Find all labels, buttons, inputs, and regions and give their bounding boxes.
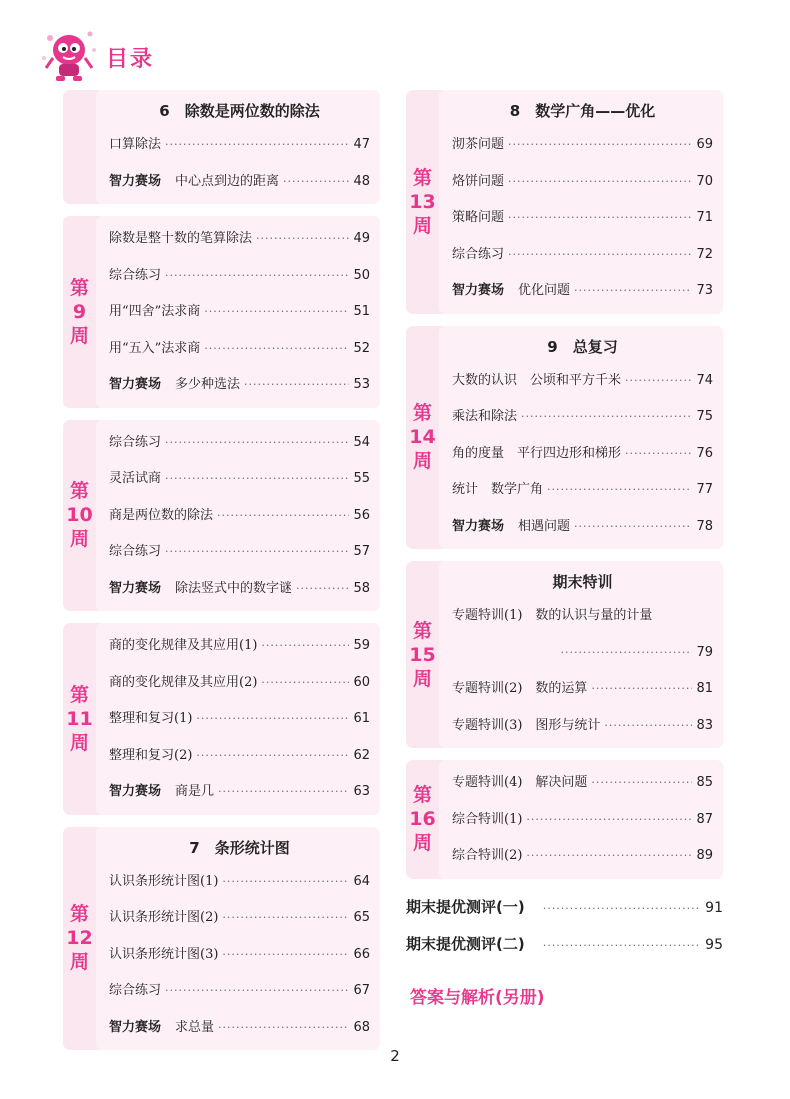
toc-entry[interactable]: [109, 461, 370, 498]
dot-leader: [165, 534, 349, 571]
entry-title: 综合练习: [109, 267, 162, 283]
entry-title: 商的变化规律及其应用(1): [109, 638, 258, 653]
toc-entry[interactable]: [452, 671, 713, 708]
entry-title: 烙饼问题: [452, 173, 505, 189]
entry-title: 专题特训(2) 数的运算: [452, 681, 588, 696]
challenge-label: 智力赛场: [452, 518, 505, 534]
toc-entry[interactable]: [109, 628, 370, 665]
entry-title: 策略问题: [452, 210, 505, 225]
week-label: 周: [69, 731, 89, 754]
toc-left-column: [63, 90, 380, 1062]
toc-entry[interactable]: [109, 774, 370, 811]
week-tab: [63, 216, 96, 408]
unit-title: 期末特训: [552, 573, 613, 591]
week-tab: [63, 623, 96, 815]
page-number: 91: [705, 900, 723, 916]
week-label: 第: [69, 480, 89, 503]
page-number: 78: [696, 518, 713, 534]
week-body: [439, 326, 723, 550]
dot-leader: [244, 367, 349, 404]
entry-title: 整理和复习(1): [109, 711, 193, 726]
week-section: [406, 326, 723, 550]
dot-leader: [521, 399, 692, 436]
toc-entry[interactable]: [109, 221, 370, 258]
unit-title: 6 除数是两位数的除法: [159, 102, 320, 120]
dot-leader: [165, 425, 349, 462]
toc-entry[interactable]: [452, 237, 713, 274]
page-number: 75: [696, 409, 713, 424]
page-number: 58: [353, 580, 370, 596]
page-number: 77: [696, 482, 713, 497]
toc-entry[interactable]: [452, 399, 713, 436]
unit-title: 8 数学广角——优化: [509, 102, 656, 120]
toc-entry[interactable]: [452, 436, 713, 473]
page-number: 76: [696, 445, 713, 461]
dot-leader: [196, 738, 349, 775]
toc-entry[interactable]: [452, 200, 713, 237]
dot-leader: [222, 900, 349, 937]
toc-entry[interactable]: [452, 472, 713, 509]
entry-title: 专题特训(3) 图形与统计: [452, 717, 601, 733]
page-number: 47: [353, 137, 370, 152]
dot-leader: [526, 802, 692, 839]
entry-title: 综合练习: [109, 544, 162, 559]
week-section: [63, 623, 380, 815]
final-test-1: [406, 896, 723, 917]
week-body: [96, 90, 380, 204]
page-number: 65: [353, 910, 370, 925]
dot-leader: [508, 200, 692, 237]
page-number: 51: [353, 304, 370, 319]
entry-title: 相遇问题: [518, 518, 571, 534]
page-number: 74: [696, 372, 713, 388]
page-number: 59: [353, 638, 370, 653]
week-body: [96, 827, 380, 1051]
toc-entry[interactable]: [452, 598, 713, 635]
week-label: 周: [69, 951, 89, 974]
toc-entry[interactable]: [452, 164, 713, 201]
page-footer-number: 2: [390, 1047, 400, 1065]
week-section: [63, 90, 380, 204]
week-label: 周: [69, 324, 89, 347]
entry-title: 综合练习: [452, 246, 505, 262]
dot-leader: [204, 294, 349, 331]
entry-title: 商的变化规律及其应用(2): [109, 674, 258, 690]
page-number: 85: [696, 775, 713, 790]
final-test-title: 期末提优测评(二): [406, 935, 525, 953]
mascot-icon: [38, 28, 100, 84]
final-test-title: 期末提优测评(一): [406, 898, 525, 916]
toc-entry[interactable]: [109, 937, 370, 974]
toc-entry[interactable]: [109, 900, 370, 937]
page-number: 61: [353, 711, 370, 726]
week-tab: [406, 90, 439, 314]
page-number: 67: [353, 983, 370, 998]
page-number: 95: [705, 937, 723, 953]
toc-entry[interactable]: [452, 838, 713, 875]
entry-title: 专题特训(1) 数的认识与量的计量: [452, 608, 653, 623]
entry-title: 认识条形统计图(2): [109, 910, 219, 925]
toc-entry[interactable]: [109, 127, 370, 164]
dot-leader: [283, 164, 349, 201]
toc-entry[interactable]: [452, 127, 713, 164]
page-number: 54: [353, 434, 370, 450]
toc-entry[interactable]: [109, 701, 370, 738]
challenge-label: 智力赛场: [109, 784, 162, 799]
dot-leader: [508, 237, 692, 274]
toc-entry[interactable]: [109, 331, 370, 368]
challenge-label: 智力赛场: [109, 580, 162, 596]
dot-leader: [560, 635, 692, 672]
entry-title: 认识条形统计图(3): [109, 946, 219, 962]
page-number: 55: [353, 471, 370, 486]
page-number: 81: [696, 681, 713, 696]
toc-entry[interactable]: [452, 765, 713, 802]
dot-leader: [574, 509, 692, 546]
challenge-label: 智力赛场: [109, 173, 162, 189]
entry-title: 优化问题: [518, 283, 571, 298]
page-number: 87: [696, 811, 713, 827]
week-label: 11: [66, 707, 93, 730]
entry-title: 用“四舍”法求商: [109, 304, 201, 319]
week-tab: [406, 326, 439, 550]
week-tab: [406, 760, 439, 879]
toc-entry[interactable]: [109, 864, 370, 901]
week-body: [439, 90, 723, 314]
dot-leader: [591, 765, 692, 802]
page-number: 89: [696, 848, 713, 863]
week-label: 周: [412, 214, 432, 237]
dot-leader: [222, 937, 349, 974]
dot-leader: [256, 221, 349, 258]
page-number: 57: [353, 544, 370, 559]
toc-entry[interactable]: [109, 1010, 370, 1047]
dot-leader: [261, 665, 349, 702]
entry-title: 商是几: [175, 784, 215, 799]
week-section: [406, 760, 723, 879]
entry-title: 沏茶问题: [452, 137, 505, 152]
toc-entry[interactable]: [109, 571, 370, 608]
toc-entry[interactable]: [109, 367, 370, 404]
week-section: [406, 561, 723, 748]
page-number: 60: [353, 674, 370, 690]
entry-title: 大数的认识 公顷和平方千米: [452, 372, 622, 388]
toc-entry[interactable]: [109, 534, 370, 571]
toc-entry[interactable]: [452, 363, 713, 400]
entry-title: 认识条形统计图(1): [109, 873, 219, 889]
answer-note: 答案与解析(另册): [410, 988, 545, 1008]
dot-leader: [222, 864, 349, 901]
dot-leader: [218, 1010, 349, 1047]
page-title: 目录: [106, 47, 155, 72]
week-body: [96, 216, 380, 408]
week-label: 12: [66, 927, 93, 950]
dot-leader: [218, 774, 349, 811]
toc-entry[interactable]: [109, 498, 370, 535]
entry-title: 综合练习: [109, 434, 162, 450]
week-label: 周: [69, 528, 89, 551]
page-number: 83: [696, 717, 713, 733]
week-label: 周: [412, 450, 432, 473]
dot-leader: [296, 571, 349, 608]
header: [38, 28, 238, 84]
toc-entry[interactable]: [109, 738, 370, 775]
week-section: [406, 90, 723, 314]
page-number: 63: [353, 784, 370, 799]
week-label: 16: [409, 808, 436, 831]
entry-title: 灵活试商: [109, 471, 162, 486]
week-tab: [406, 561, 439, 748]
entry-title: 综合练习: [109, 983, 162, 998]
week-section: [63, 420, 380, 612]
toc-entry[interactable]: [109, 425, 370, 462]
page-number: 66: [353, 946, 370, 962]
page-number: 68: [353, 1019, 370, 1035]
entry-title: 统计 数学广角: [452, 482, 544, 497]
toc-entry[interactable]: [109, 665, 370, 702]
week-tab: [63, 90, 96, 204]
week-label: 周: [412, 832, 432, 855]
page-number: 64: [353, 873, 370, 889]
page-number: 50: [353, 267, 370, 283]
final-test-2: [406, 933, 723, 954]
dot-leader: [543, 902, 699, 915]
toc-entry[interactable]: [452, 273, 713, 310]
entry-title: 除数是整十数的笔算除法: [109, 231, 253, 246]
entry-title: 综合特训(1): [452, 811, 523, 827]
page-number: 53: [353, 377, 370, 392]
week-label: 第: [412, 619, 432, 642]
toc-entry[interactable]: [109, 294, 370, 331]
dot-leader: [543, 939, 699, 952]
week-label: 第: [69, 276, 89, 299]
week-label: 第: [412, 166, 432, 189]
entry-title: 专题特训(4) 解决问题: [452, 775, 588, 790]
dot-leader: [574, 273, 692, 310]
entry-title: 商是两位数的除法: [109, 507, 214, 523]
dot-leader: [526, 838, 692, 875]
toc-entry[interactable]: [452, 635, 713, 672]
week-body: [439, 760, 723, 879]
dot-leader: [625, 436, 692, 473]
week-label: 15: [409, 643, 436, 666]
dot-leader: [591, 671, 692, 708]
week-label: 第: [412, 402, 432, 425]
entry-title: 用“五入”法求商: [109, 340, 201, 356]
dot-leader: [204, 331, 349, 368]
dot-leader: [165, 127, 349, 164]
page-number: 49: [353, 231, 370, 246]
page-number: 48: [353, 173, 370, 189]
dot-leader: [165, 461, 349, 498]
week-tab: [63, 420, 96, 612]
toc-entry[interactable]: [452, 802, 713, 839]
entry-title: 综合特训(2): [452, 848, 523, 863]
page-number: 69: [696, 137, 713, 152]
unit-title: 9 总复习: [547, 337, 618, 356]
week-label: 9: [72, 300, 87, 323]
toc-entry[interactable]: [452, 708, 713, 745]
dot-leader: [165, 258, 349, 295]
page-number: 56: [353, 507, 370, 523]
week-label: 第: [69, 903, 89, 926]
toc-right-column: [406, 90, 723, 891]
week-tab: [63, 827, 96, 1051]
page-number: 71: [696, 210, 713, 225]
week-body: [439, 561, 723, 748]
week-label: 周: [412, 667, 432, 690]
entry-title: 中心点到边的距离: [175, 173, 280, 189]
dot-leader: [165, 973, 349, 1010]
week-section: [63, 827, 380, 1051]
entry-title: 求总量: [175, 1019, 215, 1035]
page-number: 73: [696, 283, 713, 298]
week-body: [96, 420, 380, 612]
dot-leader: [604, 708, 692, 745]
entry-title: 角的度量 平行四边形和梯形: [452, 445, 622, 461]
toc-entry[interactable]: [109, 973, 370, 1010]
page-number: 62: [353, 747, 370, 763]
week-body: [96, 623, 380, 815]
week-label: 13: [409, 190, 436, 213]
week-section: [63, 216, 380, 408]
week-label: 14: [409, 426, 436, 449]
entry-title: 乘法和除法: [452, 409, 518, 424]
dot-leader: [625, 363, 692, 400]
dot-leader: [508, 127, 692, 164]
page-number: 52: [353, 340, 370, 356]
challenge-label: 智力赛场: [452, 283, 505, 298]
challenge-label: 智力赛场: [109, 377, 162, 392]
unit-title: 7 条形统计图: [189, 838, 290, 857]
page-number: 79: [696, 644, 713, 660]
page-number: 70: [696, 173, 713, 189]
toc-entry[interactable]: [109, 258, 370, 295]
week-label: 10: [66, 504, 93, 527]
entry-title: 整理和复习(2): [109, 747, 193, 763]
page-number: 72: [696, 246, 713, 262]
dot-leader: [508, 164, 692, 201]
dot-leader: [196, 701, 349, 738]
week-label: 第: [69, 683, 89, 706]
entry-title: 口算除法: [109, 137, 162, 152]
challenge-label: 智力赛场: [109, 1019, 162, 1035]
dot-leader: [547, 472, 692, 509]
dot-leader: [217, 498, 349, 535]
week-label: 第: [412, 784, 432, 807]
entry-title: 除法竖式中的数字谜: [175, 580, 293, 596]
toc-entry[interactable]: [452, 509, 713, 546]
toc-entry[interactable]: [109, 164, 370, 201]
dot-leader: [261, 628, 349, 665]
entry-title: 多少种选法: [175, 377, 241, 392]
